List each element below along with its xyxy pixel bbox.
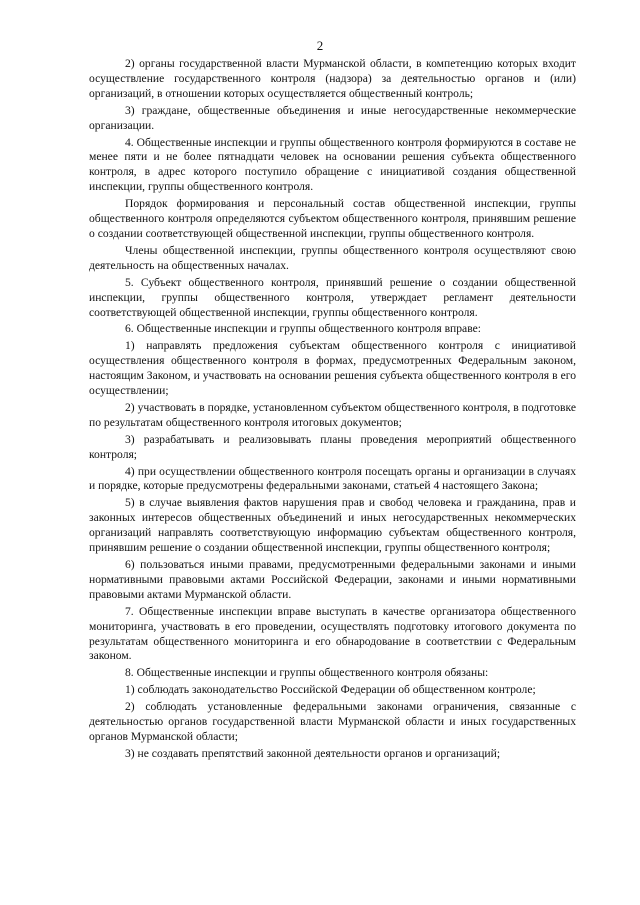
paragraph: 4. Общественные инспекции и группы общественного контроля формируются в составе не менее пяти и не более пятнадцати человек на основании решения субъекта общественного контроля, в адрес которого поступило обращение с инициативой создания общественной инспекции, группы общественного контроля. (89, 135, 576, 194)
paragraph: 3) не создавать препятствий законной деятельности органов и организаций; (125, 746, 501, 760)
paragraph: 2) органы государственной власти Мурманской области, в компетенцию которых входит осуществление государственного контроля (надзора) за деятельностью органов и (или) организаций, в отношении которых осуществляется общественный контроль; (89, 57, 576, 100)
paragraph: Члены общественной инспекции, группы общественного контроля осуществляют свою деятельность на общественных началах. (89, 243, 576, 272)
paragraph: 8. Общественные инспекции и группы общественного контроля обязаны: (125, 666, 489, 680)
paragraph: 1) соблюдать законодательство Российской Федерации об общественном контроле; (125, 683, 536, 697)
paragraph: 5. Субъект общественного контроля, принявший решение о создании общественной инспекции, группы общественного контроля, утверждает регламент деятельности соответствующей общественной инспекции, группы общественного контроля. (89, 275, 576, 319)
paragraph: 6) пользоваться иными правами, предусмотренными федеральными законами и иными нормативными правовыми актами Российской Федерации, законами и иными нормативными правовыми актами Мурманской области. (89, 558, 576, 601)
paragraph: 6. Общественные инспекции и группы общественного контроля вправе: (125, 322, 481, 336)
paragraph: 4) при осуществлении общественного контроля посещать органы и организации в случаях и порядке, которые предусмотрены федеральными законами, статьей 4 настоящего Закона; (89, 464, 576, 493)
paragraph: 2) соблюдать установленные федеральными законами ограничения, связанные с деятельностью органов государственной власти Мурманской области и иных государственных органов Мурманской области; (89, 700, 576, 743)
paragraph: Порядок формирования и персональный состав общественной инспекции, группы общественного контроля определяются субъектом общественного контроля, принявшим решение о создании соответствующей общественной инспекции, группы общественного контроля. (89, 197, 576, 240)
page-number: 2 (316, 38, 324, 53)
document-body (89, 57, 576, 764)
paragraph: 5) в случае выявления фактов нарушения прав и свобод человека и гражданина, прав и законных интересов общественных объединений и иных негосударственных некоммерческих организаций направлять соответствующую информацию субъектам общественного контроля, принявшим решение о создании общественной инспекции, группы общественного контроля; (89, 496, 576, 555)
paragraph: 3) граждане, общественные объединения и иные негосударственные некоммерческие организации. (89, 103, 576, 132)
paragraph: 7. Общественные инспекции вправе выступать в качестве организатора общественного мониторинга, участвовать в его проведении, осуществлять подготовку итогового документа по результатам общественного мониторинга и его обнародование в соответствии с Федеральным законом. (89, 604, 576, 663)
paragraph: 1) направлять предложения субъектам общественного контроля с инициативой осуществления общественного контроля в формах, предусмотренных Федеральным законом, настоящим Законом, и участвовать на основании решения субъекта общественного контроля в его осуществлении; (89, 339, 576, 398)
paragraph: 3) разрабатывать и реализовывать планы проведения мероприятий общественного контроля; (89, 432, 576, 461)
paragraph: 2) участвовать в порядке, установленном субъектом общественного контроля, в подготовке по результатам общественного контроля итоговых документов; (89, 400, 576, 429)
